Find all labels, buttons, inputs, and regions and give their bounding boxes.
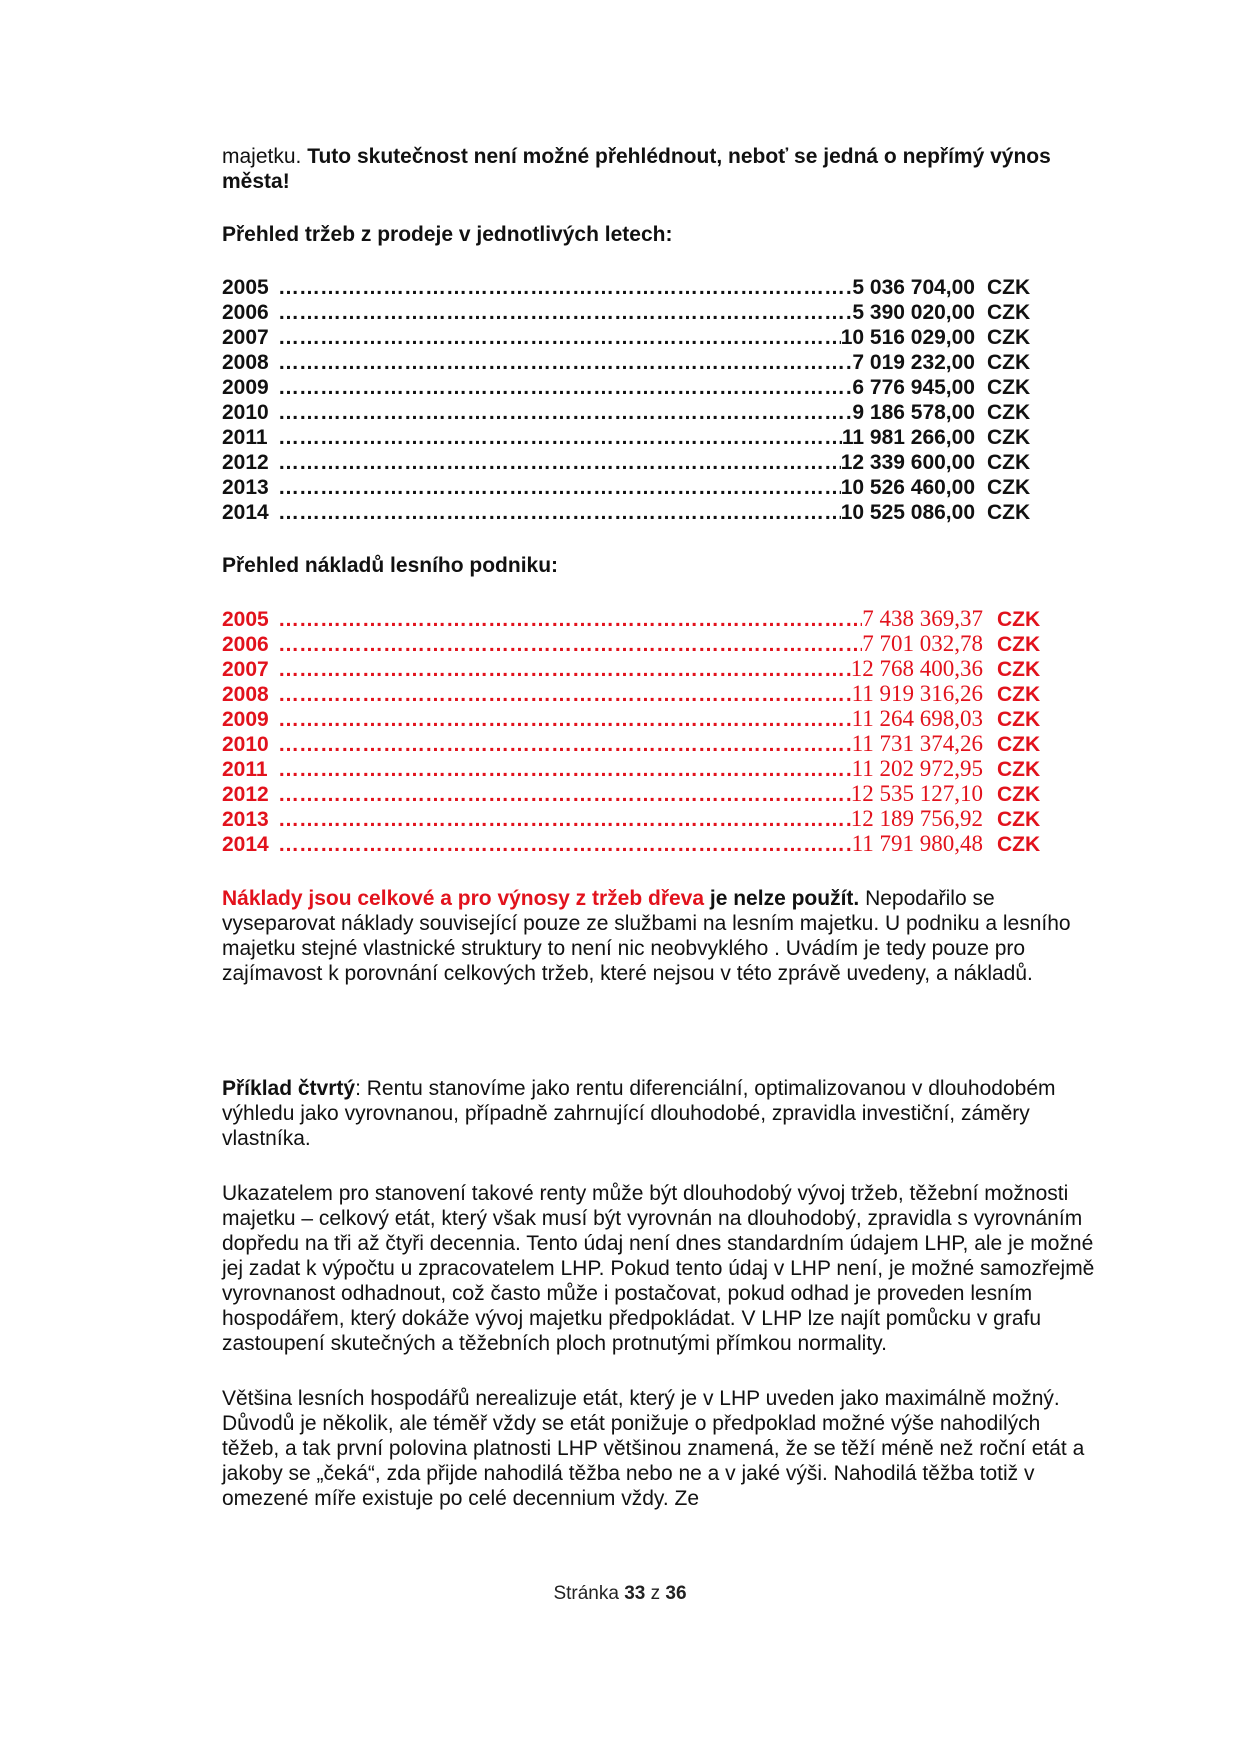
revenues-year: 2010 (222, 401, 269, 424)
leader-dots (278, 400, 852, 425)
revenues-row (222, 375, 1042, 400)
revenues-currency: CZK (987, 276, 1031, 299)
costs-currency: CZK (997, 733, 1041, 756)
revenues-row (222, 450, 1042, 475)
document-page (222, 144, 1102, 1511)
revenues-currency: CZK (987, 326, 1031, 349)
costs-year: 2009 (222, 708, 269, 731)
costs-row (222, 756, 1052, 781)
costs-amount: 11 731 374,26 (851, 731, 983, 756)
revenues-currency: CZK (987, 426, 1031, 449)
costs-heading: Přehled nákladů lesního podniku: (222, 554, 559, 577)
leader-dots (278, 682, 852, 707)
leader-dots (278, 350, 852, 375)
leader-dots (278, 325, 841, 350)
revenues-year: 2006 (222, 301, 269, 324)
example4-text: : Rentu stanovíme jako rentu diferenciální, optimalizovanou v dlouhodobém výhledu jako vyrovnanou, případně zahrnující dlouhodobé, zpravidla investiční, záměry vlastníka. (222, 1077, 1056, 1150)
costs-row (222, 806, 1052, 831)
costs-amount: 11 264 698,03 (851, 706, 983, 731)
leader-dots (278, 807, 851, 832)
costs-year: 2013 (222, 808, 269, 831)
revenues-currency: CZK (987, 351, 1031, 374)
revenues-heading: Přehled tržeb z prodeje v jednotlivých letech: (222, 223, 673, 246)
revenues-year: 2013 (222, 476, 269, 499)
leader-dots (278, 300, 852, 325)
revenues-amount: 5 036 704,00 (852, 276, 975, 299)
revenues-row (222, 350, 1042, 375)
revenues-row (222, 400, 1042, 425)
revenues-row (222, 300, 1042, 325)
revenues-currency: CZK (987, 401, 1031, 424)
revenues-amount: 10 516 029,00 (840, 326, 975, 349)
costs-row (222, 606, 1052, 631)
footer-total-pages: 36 (665, 1583, 687, 1604)
revenues-year: 2005 (222, 276, 269, 299)
costs-row (222, 681, 1052, 706)
costs-row (222, 656, 1052, 681)
paragraph-3: Většina lesních hospodářů nerealizuje etát, který je v LHP uveden jako maximálně možný. Důvodů je několik, ale téměř vždy se etát ponižuje o předpoklad možné výše nahodilých těžeb, a tak první polovina platnosti LHP většinou znamená, že se těží méně než roční etát a jakoby se „čeká“, zda přijde nahodilá těžba nebo ne a v jaké výši. Nahodilá těžba totiž v omezené míře existuje po celé decennium vždy. Ze (222, 1387, 1085, 1510)
costs-row (222, 631, 1052, 656)
leader-dots (278, 657, 851, 682)
costs-year: 2006 (222, 633, 269, 656)
revenues-year: 2011 (222, 426, 268, 449)
revenues-amount: 9 186 578,00 (852, 401, 975, 424)
revenues-currency: CZK (987, 301, 1031, 324)
costs-row (222, 781, 1052, 806)
leader-dots (278, 757, 852, 782)
costs-list (222, 606, 1052, 856)
revenues-amount: 12 339 600,00 (840, 451, 975, 474)
costs-currency: CZK (997, 833, 1041, 856)
costs-currency: CZK (997, 658, 1041, 681)
costs-amount: 12 189 756,92 (850, 806, 983, 831)
note-red: Náklady jsou celkové a pro výnosy z tržeb dřeva (222, 887, 705, 910)
leader-dots (278, 375, 852, 400)
costs-currency: CZK (997, 608, 1041, 631)
revenues-currency: CZK (987, 501, 1031, 524)
paragraph-2: Ukazatelem pro stanovení takové renty může být dlouhodobý vývoj tržeb, těžební možnosti majetku – celkový etát, který však musí být vyrovnán na dlouhodobý, zpravidla s vyrovnáním dopředu na tři až čtyři decennia. Tento údaj není dnes standardním údajem LHP, ale je možné jej zadat k výpočtu u zpracovatelem LHP. Pokud tento údaj v LHP není, je možné samozřejmě vyrovnanost odhadnout, což často může i postačovat, pokud odhad je proveden lesním hospodářem, který dokáže vývoj majetku předpokládat. V LHP lze najít pomůcku v grafu zastoupení skutečných a těžebních ploch protnutými přímkou normality. (222, 1182, 1095, 1355)
revenues-row (222, 500, 1042, 525)
costs-year: 2011 (222, 758, 268, 781)
leader-dots (278, 782, 851, 807)
costs-amount: 11 202 972,95 (851, 756, 983, 781)
costs-year: 2012 (222, 783, 269, 806)
leader-dots (278, 500, 841, 525)
revenues-row (222, 425, 1042, 450)
revenues-year: 2009 (222, 376, 269, 399)
revenues-amount: 10 525 086,00 (840, 501, 975, 524)
costs-amount: 12 768 400,36 (850, 656, 983, 681)
costs-year: 2010 (222, 733, 269, 756)
costs-year: 2014 (222, 833, 269, 856)
leader-dots (278, 607, 862, 632)
revenues-row (222, 275, 1042, 300)
example4-paragraph (222, 1076, 1102, 1151)
leader-dots (278, 475, 841, 500)
revenues-amount: 7 019 232,00 (852, 351, 975, 374)
revenues-currency: CZK (987, 376, 1031, 399)
revenues-currency: CZK (987, 476, 1031, 499)
footer-prefix: Stránka (553, 1583, 625, 1604)
leader-dots (278, 832, 852, 857)
example4-label: Příklad čtvrtý (222, 1077, 356, 1100)
intro-lead: majetku. (222, 145, 308, 168)
costs-currency: CZK (997, 783, 1041, 806)
costs-note (222, 886, 1102, 986)
costs-amount: 7 438 369,37 (862, 606, 983, 631)
costs-currency: CZK (997, 808, 1041, 831)
leader-dots (278, 632, 862, 657)
page-footer (0, 1583, 1240, 1605)
revenues-year: 2014 (222, 501, 269, 524)
leader-dots (278, 450, 841, 475)
footer-separator: z (645, 1583, 666, 1604)
note-text: Nepodařilo se vyseparovat náklady související pouze ze službami na lesním majetku. U podniku a lesního majetku stejné vlastnické struktury to není nic neobvyklého . Uvádím je tedy pouze pro zajímavost k porovnání celkových tržeb, které nejsou v této zprávě uvedeny, a nákladů. (222, 887, 1071, 985)
leader-dots (278, 732, 852, 757)
revenues-row (222, 475, 1042, 500)
revenues-list (222, 275, 1042, 525)
costs-year: 2005 (222, 608, 269, 631)
costs-currency: CZK (997, 683, 1041, 706)
revenues-currency: CZK (987, 451, 1031, 474)
costs-currency: CZK (997, 708, 1041, 731)
leader-dots (278, 707, 852, 732)
leader-dots (278, 275, 852, 300)
costs-currency: CZK (997, 758, 1041, 781)
footer-page-number: 33 (624, 1583, 646, 1604)
costs-row (222, 731, 1052, 756)
costs-year: 2007 (222, 658, 269, 681)
intro-bold: Tuto skutečnost není možné přehlédnout, neboť se jedná o nepřímý výnos města! (222, 145, 1051, 193)
costs-row (222, 831, 1052, 856)
costs-year: 2008 (222, 683, 269, 706)
costs-amount: 11 919 316,26 (851, 681, 983, 706)
revenues-amount: 11 981 266,00 (841, 426, 975, 449)
leader-dots (278, 425, 842, 450)
revenues-amount: 6 776 945,00 (852, 376, 975, 399)
costs-amount: 12 535 127,10 (850, 781, 983, 806)
costs-amount: 11 791 980,48 (851, 831, 983, 856)
revenues-year: 2012 (222, 451, 269, 474)
intro-paragraph (222, 144, 1102, 194)
costs-row (222, 706, 1052, 731)
revenues-year: 2007 (222, 326, 269, 349)
revenues-amount: 5 390 020,00 (852, 301, 975, 324)
revenues-amount: 10 526 460,00 (840, 476, 975, 499)
note-bold: je nelze použít. (704, 887, 860, 910)
revenues-row (222, 325, 1042, 350)
costs-amount: 7 701 032,78 (862, 631, 983, 656)
costs-currency: CZK (997, 633, 1041, 656)
revenues-year: 2008 (222, 351, 269, 374)
